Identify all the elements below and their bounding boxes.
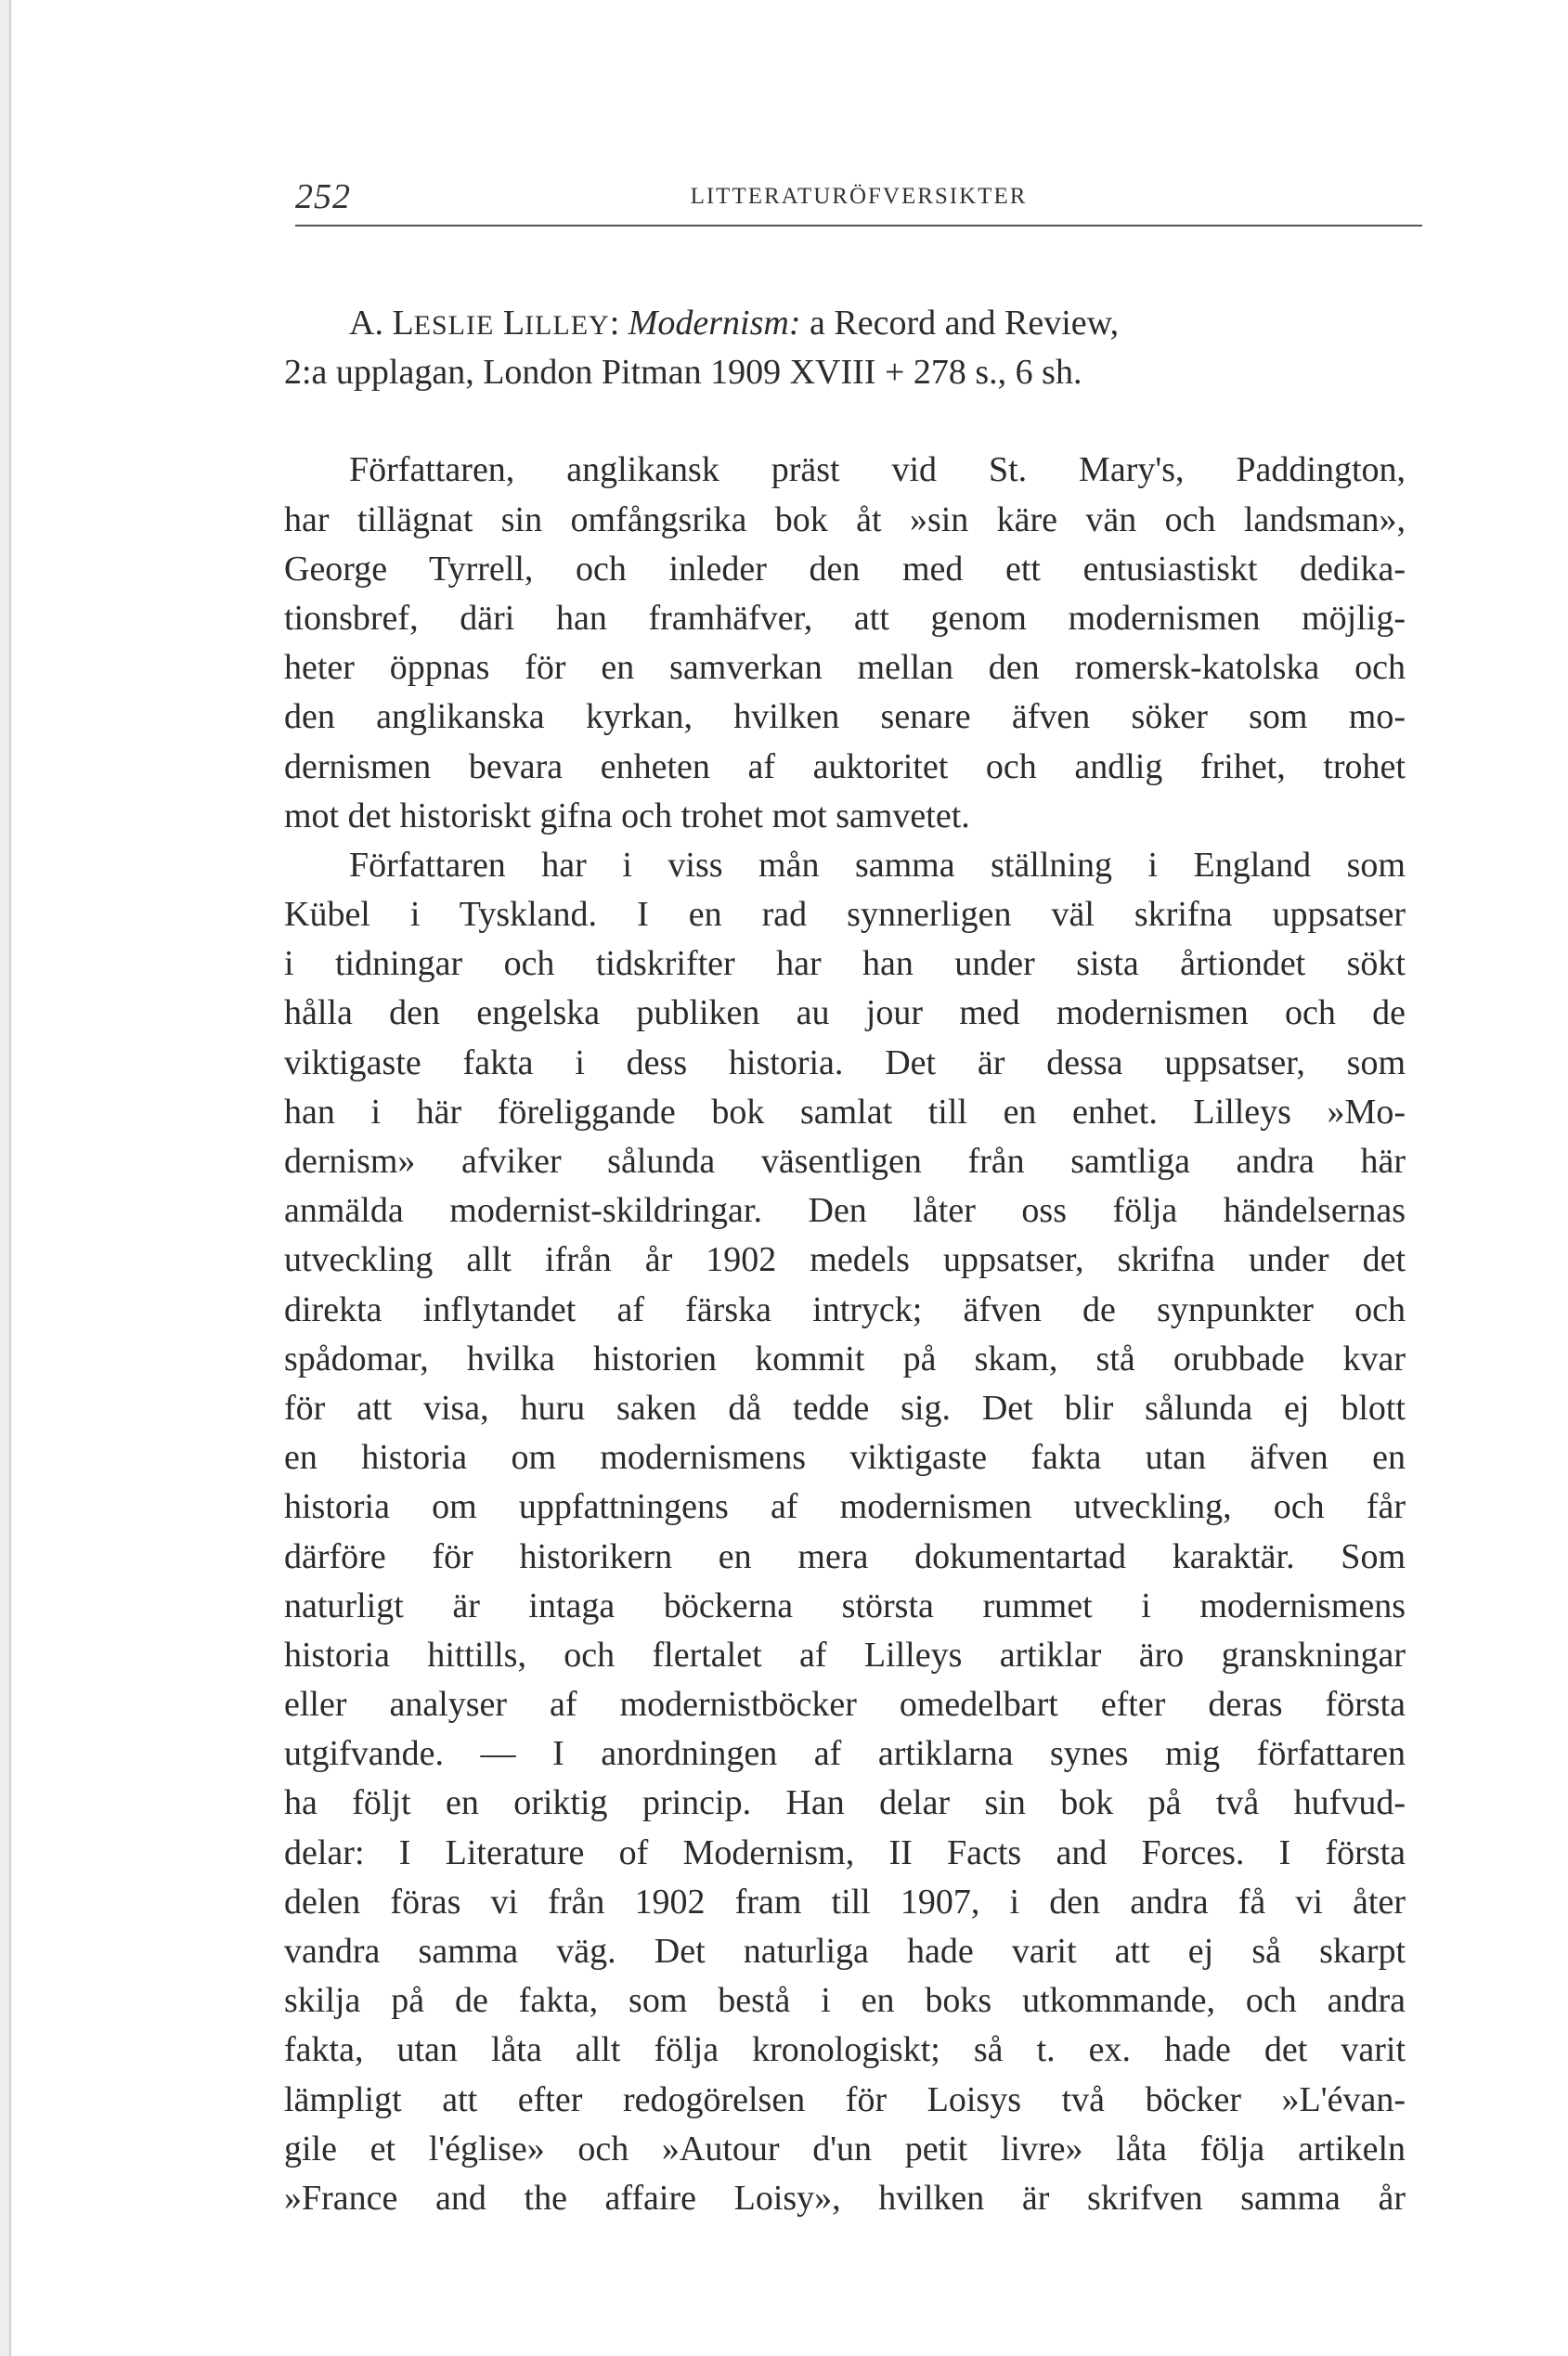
text-line: dernismen bevara enheten af auktoritet och andlig frihet, trohet [284,746,1406,786]
text-line: dernism» afviker sålunda väsentligen från samtliga andra här [284,1142,1406,1181]
text-line: gile et l'église» och »Autour d'un petit livre» låta följa artikeln [284,2129,1406,2168]
text-line: historia hittills, och flertalet af Lilleys artiklar äro granskningar [284,1635,1406,1675]
page-number: 252 [295,177,351,216]
review-heading-line-2: 2:a upplagan, London Pitman 1909 XVIII + 278 s., 6 sh. [284,353,1082,393]
text-line: anmälda modernist-skildringar. Den låter oss följa händelsernas [284,1191,1406,1231]
author-first-cap: L [392,304,414,343]
text-line: mot det historiskt gifna och trohet mot samvetet. [284,796,970,835]
header-rule [295,225,1422,227]
text-line: heter öppnas för en samverkan mellan den romersk-katolska och [284,648,1406,688]
text-line: eller analyser af modernistböcker omedelbart efter deras första [284,1685,1406,1725]
text-line: tionsbref, däri han framhäfver, att genom modernismen möjlig- [284,598,1406,638]
review-heading-line-1 [284,299,1406,348]
text-line: han i här föreliggande bok samlat till en enhet. Lilleys »Mo- [284,1092,1406,1132]
text-line: i tidningar och tidskrifter har han under sista årtiondet sökt [284,944,1406,984]
text-line: utveckling allt ifrån år 1902 medels uppsatser, skrifna under det [284,1240,1406,1280]
heading-line-1-rest: a Record and Review, [800,304,1120,343]
book-title: Modernism: [628,304,801,343]
text-line: Författaren har i viss mån samma ställning i England som [349,845,1406,885]
text-line: har tillägnat sin omfångsrika bok åt »sin käre vän och landsman», [284,499,1406,539]
text-line: ha följt en oriktig princip. Han delar sin bok på två hufvud- [284,1783,1406,1823]
text-line: utgifvande. — I anordningen af artiklarna synes mig författaren [284,1734,1406,1774]
text-line: delen föras vi från 1902 fram till 1907, i den andra få vi åter [284,1882,1406,1922]
text-line: »France and the affaire Loisy», hvilken är skrifven samma år [284,2178,1406,2218]
text-line: hålla den engelska publiken au jour med modernismen och de [284,993,1406,1033]
author-colon: : [609,304,628,343]
paragraph-1 [284,446,1406,841]
text-line: skilja på de fakta, som bestå i en boks utkommande, och andra [284,1981,1406,2021]
text-line: lämpligt att efter redogörelsen för Loisys två böcker »L'évan- [284,2079,1406,2119]
text-line: fakta, utan låta allt följa kronologiskt; så t. ex. hade det varit [284,2030,1406,2070]
running-head [295,176,1422,217]
text-line: den anglikanska kyrkan, hvilken senare äfven söker som mo- [284,697,1406,737]
body-text [284,299,1406,2223]
author-last-rest: ILLEY [525,310,610,341]
text-line: George Tyrrell, och inleder den med ett entusiastiskt dedika- [284,549,1406,589]
text-line: Kübel i Tyskland. I en rad synnerligen väl skrifna uppsatser [284,895,1406,935]
text-line: delar: I Literature of Modernism, II Facts and Forces. I första [284,1832,1406,1872]
text-line: för att visa, huru saken då tedde sig. Det blir sålunda ej blott [284,1388,1406,1428]
author-first-rest: ESLIE [413,310,495,341]
text-line: direkta inflytandet af färska intryck; äfven de synpunkter och [284,1289,1406,1329]
text-line: en historia om modernismens viktigaste fakta utan äfven en [284,1438,1406,1478]
section-gap [284,397,1406,446]
author-initial: A. [349,304,393,343]
text-line: viktigaste fakta i dess historia. Det är dessa uppsatser, som [284,1042,1406,1082]
text-line: Författaren, anglikansk präst vid St. Mary's, Paddington, [349,450,1406,490]
text-line: spådomar, hvilka historien kommit på skam, stå orubbade kvar [284,1339,1406,1379]
text-line: historia om uppfattningens af modernismen utveckling, och får [284,1487,1406,1527]
paragraph-2 [284,841,1406,2223]
text-line: naturligt är intaga böckerna största rummet i modernismens [284,1586,1406,1625]
text-line: vandra samma väg. Det naturliga hade varit att ej så skarpt [284,1932,1406,1971]
text-line: därföre för historikern en mera dokumentartad karaktär. Som [284,1536,1406,1576]
running-head-title: LITTERATURÖFVERSIKTER [690,184,1028,209]
author-last-cap: L [494,304,525,343]
